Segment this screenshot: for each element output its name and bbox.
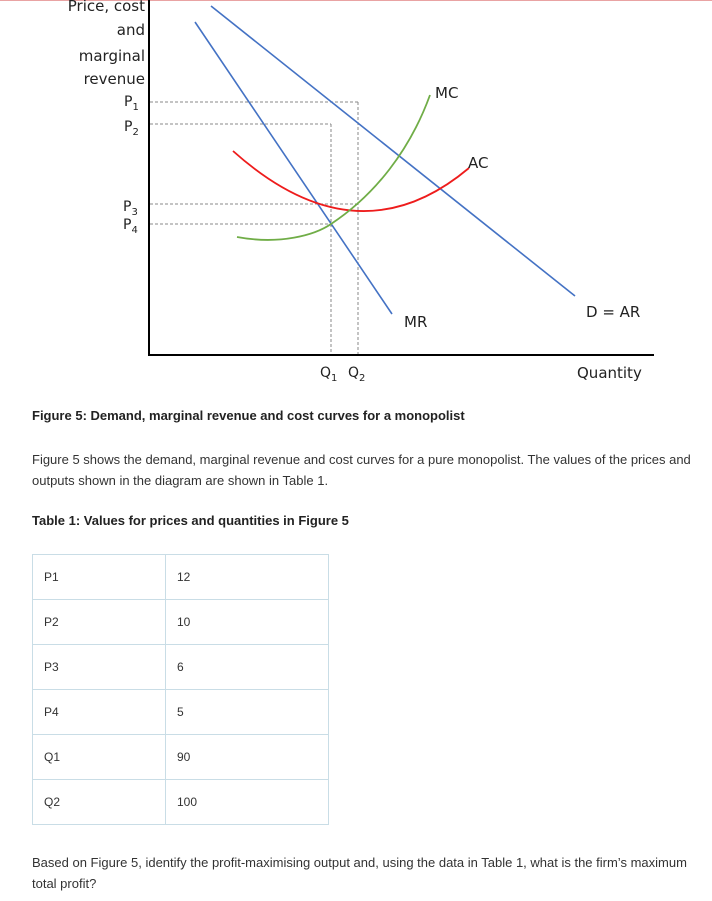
table-row [33,780,329,825]
mc-curve [237,95,430,240]
ac-curve [233,151,469,211]
y-axis-label-line-4: revenue [83,70,145,88]
table-row [33,600,329,645]
y-axis-label-line-1: Price, cost [67,0,145,15]
ac-label: AC [468,154,489,172]
row-label: Q2 [33,780,166,825]
row-label: P3 [33,645,166,690]
table-row [33,645,329,690]
monopolist-diagram [0,0,712,400]
table-row [33,690,329,735]
p3-label: $P_3$ [123,199,138,218]
p1-label: $P_1$ [124,94,139,113]
values-table [32,554,329,825]
figure-caption: Figure 5: Demand, marginal revenue and cost curves for a monopolist [32,408,465,423]
table-row [33,735,329,780]
q2-label: $Q_2$ [348,365,366,384]
table-caption: Table 1: Values for prices and quantities in Figure 5 [32,513,349,528]
demand-label: D = AR [586,303,641,321]
y-axis-label-line-3: marginal [78,47,145,65]
demand-curve [211,6,575,296]
intro-paragraph: Figure 5 shows the demand, marginal revenue and cost curves for a pure monopolist. The values of the prices and outputs shown in the diagram are shown in Table 1. [32,452,691,488]
row-label: P1 [33,555,166,600]
mr-label: MR [404,313,428,331]
row-value: 10 [166,600,329,645]
q1-label: $Q_1$ [320,365,338,384]
table-row [33,555,329,600]
row-value: 90 [166,735,329,780]
row-label: Q1 [33,735,166,780]
x-axis-label: Quantity [577,364,642,382]
row-label: P4 [33,690,166,735]
question-paragraph: Based on Figure 5, identify the profit-maximising output and, using the data in Table 1, what is the firm’s maximum total profit? [32,855,687,891]
row-label: P2 [33,600,166,645]
row-value: 100 [166,780,329,825]
p2-label: $P_2$ [124,119,139,138]
row-value: 12 [166,555,329,600]
mr-curve [195,22,392,314]
row-value: 6 [166,645,329,690]
p4-label: $P_4$ [123,217,138,236]
mc-label: MC [435,84,459,102]
row-value: 5 [166,690,329,735]
y-axis-label-line-2: and [116,21,145,39]
